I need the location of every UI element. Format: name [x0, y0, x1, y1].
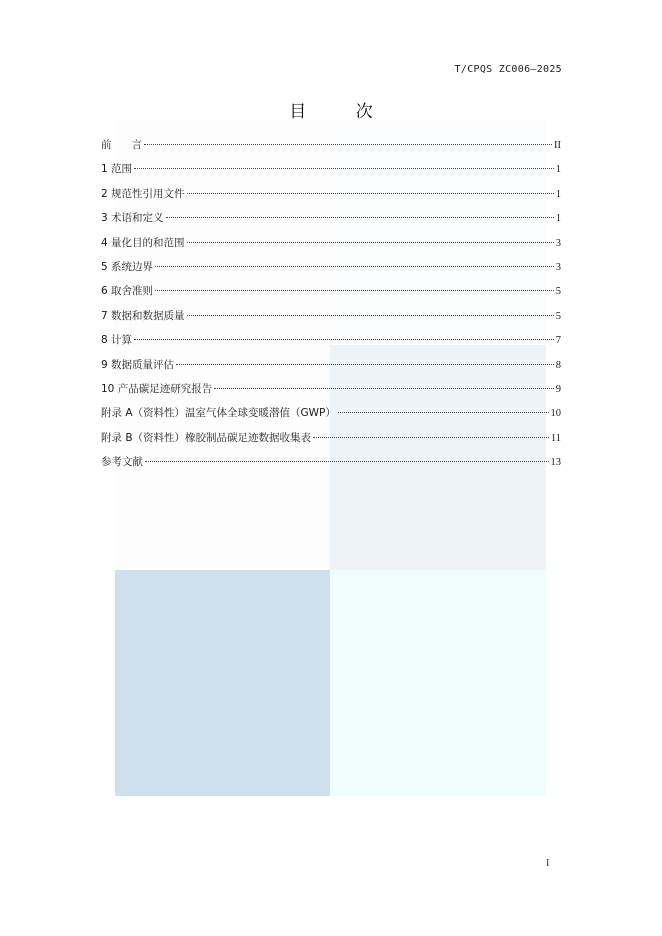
- dot-leader: [166, 217, 554, 218]
- toc-entry-page: 5: [555, 310, 561, 322]
- dot-leader: [313, 437, 549, 438]
- dot-leader: [134, 168, 554, 169]
- toc-title: 目 次: [289, 102, 395, 122]
- toc-entry-label: 5 系统边界: [101, 260, 154, 273]
- toc-entry-foreword[interactable]: [101, 133, 561, 157]
- toc-entry-page: 10: [550, 408, 561, 420]
- toc-entry-page: 1: [555, 188, 561, 200]
- toc-entry-terms[interactable]: [101, 206, 561, 230]
- background-block-bottom-right: [330, 570, 546, 796]
- dot-leader: [187, 193, 554, 194]
- toc-entry-label: 2 规范性引用文件: [101, 187, 185, 200]
- toc-entry-cutoff[interactable]: [101, 279, 561, 303]
- toc-entry-page: 5: [555, 286, 561, 298]
- dot-leader: [338, 412, 549, 413]
- toc-entry-purpose-scope[interactable]: [101, 231, 561, 255]
- toc-entry-page: 7: [555, 335, 561, 347]
- toc-entry-calculation[interactable]: [101, 328, 561, 352]
- dot-leader: [187, 315, 554, 316]
- toc-entry-page: 8: [555, 359, 561, 371]
- toc-entry-page: 13: [550, 457, 561, 469]
- toc-entry-page: II: [554, 140, 561, 151]
- dot-leader: [214, 388, 554, 389]
- toc-entry-label: 附录 B（资料性）橡胶制品碳足迹数据收集表: [101, 431, 312, 444]
- toc-entry-data-quality[interactable]: [101, 304, 561, 328]
- dot-leader: [134, 339, 554, 340]
- toc-entry-report[interactable]: [101, 377, 561, 401]
- toc-entry-label: 3 术语和定义: [101, 212, 164, 225]
- toc-entry-label: 4 量化目的和范围: [101, 236, 185, 249]
- toc-entry-system-boundary[interactable]: [101, 255, 561, 279]
- toc-entry-page: 1: [555, 164, 561, 176]
- standard-code: T/CPQS ZC006—2025: [454, 64, 562, 75]
- toc-entry-label: 附录 A（资料性）温室气体全球变暖潜值（GWP）: [101, 407, 336, 420]
- dot-leader: [145, 461, 549, 462]
- toc-entry-page: 11: [550, 432, 561, 444]
- toc-entry-bibliography[interactable]: [101, 450, 561, 474]
- toc-entry-label: 8 计算: [101, 334, 133, 347]
- toc-entry-page: 3: [555, 261, 561, 273]
- toc-entry-appendix-a[interactable]: [101, 401, 561, 425]
- toc-entry-page: 1: [555, 213, 561, 225]
- toc-entry-label: 参考文献: [101, 456, 143, 469]
- toc-entry-label: 6 取舍准则: [101, 285, 154, 298]
- dot-leader: [155, 290, 554, 291]
- toc-entry-label: 9 数据质量评估: [101, 358, 175, 371]
- dot-leader: [144, 144, 552, 145]
- dot-leader: [187, 242, 554, 243]
- toc-entry-normative-references[interactable]: [101, 182, 561, 206]
- page-number: I: [546, 858, 550, 869]
- table-of-contents: [101, 133, 561, 474]
- toc-entry-scope[interactable]: [101, 157, 561, 181]
- dot-leader: [155, 266, 554, 267]
- toc-entry-label: 前 言: [101, 139, 143, 151]
- toc-entry-quality-assessment[interactable]: [101, 353, 561, 377]
- toc-entry-label: 10 产品碳足迹研究报告: [101, 382, 213, 395]
- toc-entry-label: 1 范围: [101, 163, 133, 176]
- toc-entry-label: 7 数据和数据质量: [101, 309, 185, 322]
- toc-entry-page: 9: [555, 383, 561, 395]
- toc-entry-page: 3: [555, 237, 561, 249]
- background-block-bottom-left: [115, 570, 330, 796]
- dot-leader: [176, 364, 554, 365]
- toc-entry-appendix-b[interactable]: [101, 426, 561, 450]
